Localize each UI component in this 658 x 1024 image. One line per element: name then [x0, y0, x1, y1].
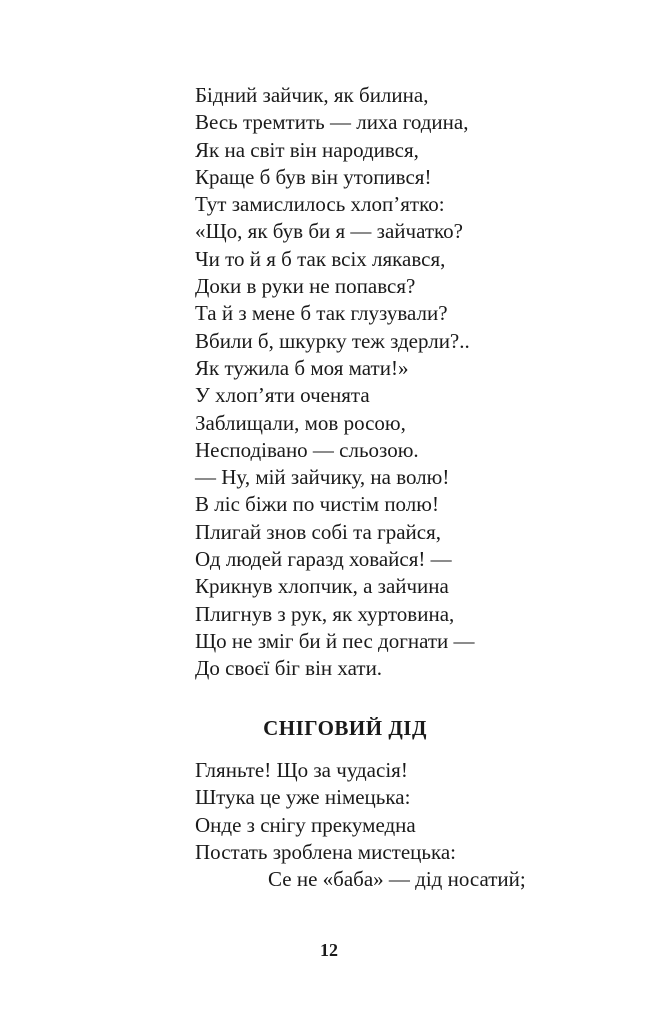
poem-line: Що не зміг би й пес догнати — [195, 628, 475, 653]
poem-line: Штука це уже німецька: [195, 785, 411, 810]
poem-line: Онде з снігу прекумедна [195, 812, 416, 837]
poem-line: Вбили б, шкурку теж здерли?.. [195, 328, 470, 353]
poem-line: У хлоп’яти оченята [195, 383, 370, 408]
poem-line: До своєї біг він хати. [195, 656, 383, 681]
poem-line: Плигай знов собі та грайся, [195, 519, 442, 544]
poem-line: Чи то й я б так всіх лякався, [195, 246, 446, 271]
poem-line: Заблищали, мов росою, [195, 410, 406, 435]
poem-line: Як тужила б моя мати!» [195, 355, 409, 380]
poem-stanza [195, 82, 625, 683]
poem-line: Од людей гаразд ховайся! — [195, 547, 452, 572]
poem-line: Плигнув з рук, як хуртовина, [195, 601, 455, 626]
poem-line: Як на світ він народився, [195, 137, 419, 162]
poem-line: Весь тремтить — лиха година, [195, 110, 469, 135]
poem-line: Гляньте! Що за чудасія! [195, 758, 408, 782]
poem-stanza [195, 757, 625, 893]
poem-line: «Що, як був би я — зайчатко? [195, 219, 464, 244]
poem-line: В ліс біжи по чистім полю! [195, 492, 439, 517]
section-heading: СНІГОВИЙ ДІД [263, 716, 427, 740]
page-number: 12 [320, 940, 338, 960]
poem-line: Краще б був він утопився! [195, 164, 432, 189]
poem-line: Та й з мене б так глузували? [195, 301, 448, 326]
poem-line: Постать зроблена мистецька: [195, 839, 456, 864]
poem-line: Доки в руки не попався? [195, 274, 416, 299]
poem-line: Тут замислилось хлоп’ятко: [195, 192, 445, 217]
poem-line: Несподівано — сльозою. [195, 437, 419, 462]
poem-line: Се не «баба» — дід носатий; [268, 867, 526, 892]
poem-line: Бідний зайчик, як билина, [195, 83, 429, 107]
poem-line: Крикнув хлопчик, а зайчина [195, 574, 449, 599]
poem-line: — Ну, мій зайчику, на волю! [195, 465, 450, 490]
